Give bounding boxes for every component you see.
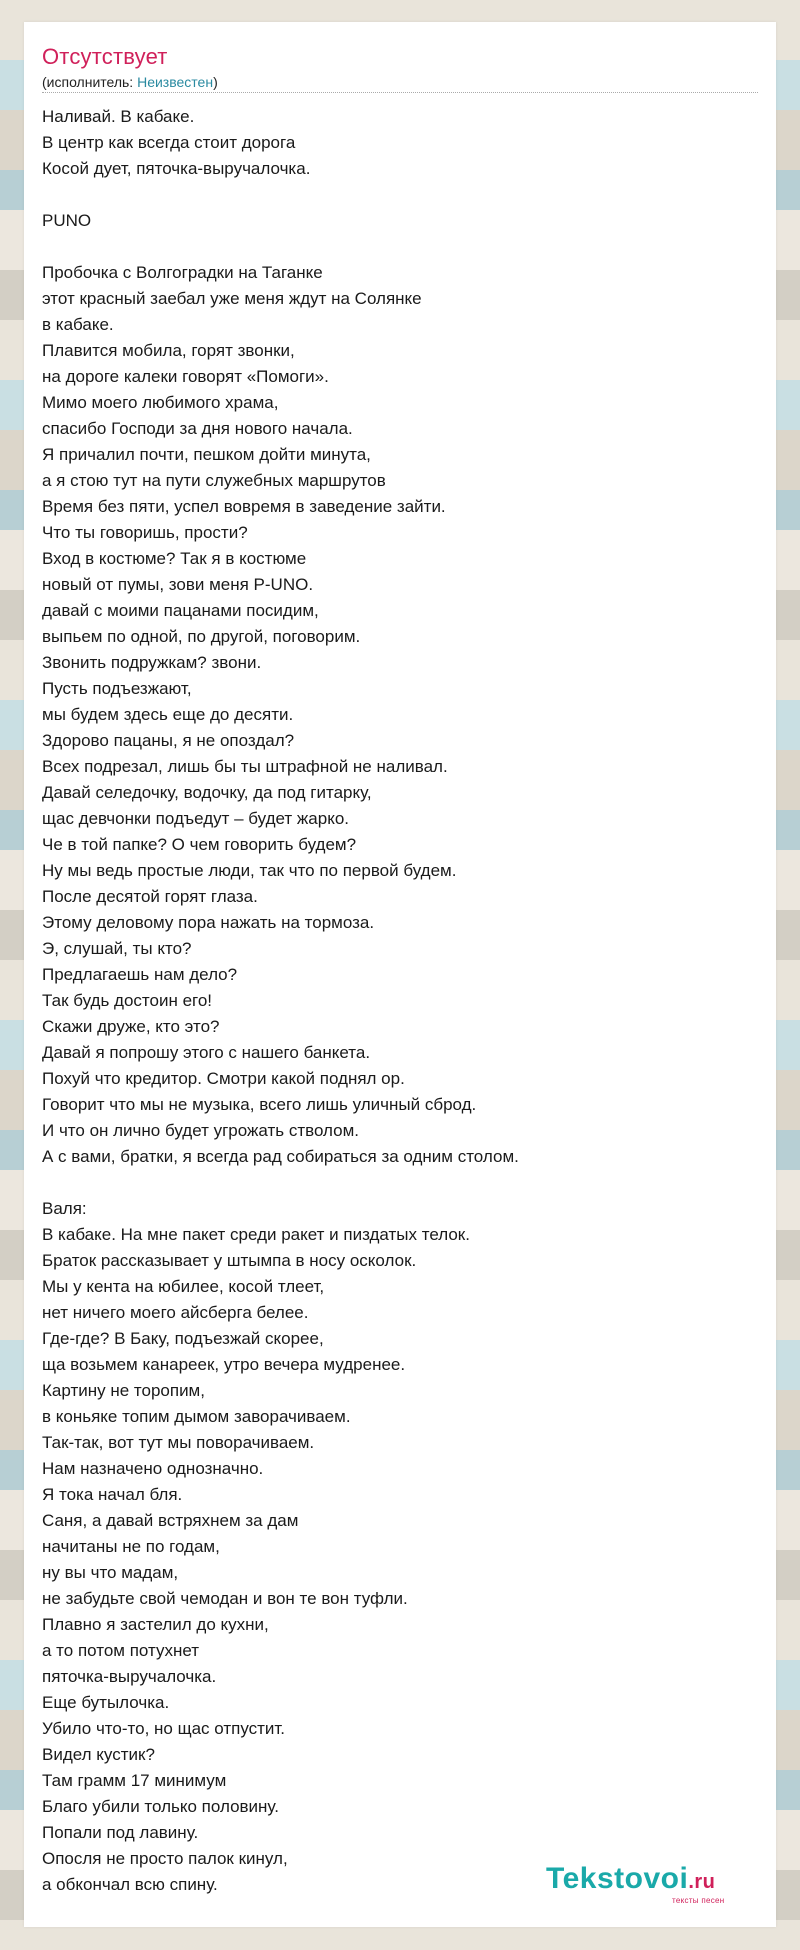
lyric-line: Браток рассказывает у штымпа в носу осколок. <box>42 1251 417 1270</box>
lyric-line <box>42 1170 742 1196</box>
artist-link[interactable]: Неизвестен <box>137 74 214 90</box>
lyric-line: этот красный заебал уже меня ждут на Солянке <box>42 289 422 308</box>
lyric-line: Ну мы ведь простые люди, так что по первой будем. <box>42 861 457 880</box>
lyric-line: Попали под лавину. <box>42 1823 199 1842</box>
lyric-line: Так-так, вот тут мы поворачиваем. <box>42 1433 315 1452</box>
lyric-line: Всех подрезал, лишь бы ты штрафной не наливал. <box>42 757 448 776</box>
lyric-line: щас девчонки подъедут – будет жарко. <box>42 809 350 828</box>
song-title: Отсутствует <box>42 44 168 69</box>
lyric-line: Плавится мобила, горят звонки, <box>42 341 295 360</box>
site-logo[interactable] <box>546 1862 715 1896</box>
lyric-line: Говорит что мы не музыка, всего лишь уличный сброд. <box>42 1095 477 1114</box>
lyric-line: Вход в костюме? Так я в костюме <box>42 549 307 568</box>
lyric-line: Этому деловому пора нажать на тормоза. <box>42 913 375 932</box>
lyric-line: Э, слушай, ты кто? <box>42 939 192 958</box>
lyric-line: Видел кустик? <box>42 1745 155 1764</box>
lyric-line: Звонить подружкам? звони. <box>42 653 262 672</box>
lyric-line: не забудьте свой чемодан и вон те вон туфли. <box>42 1589 408 1608</box>
lyric-line: нет ничего моего айсберга белее. <box>42 1303 309 1322</box>
lyric-line: В кабаке. На мне пакет среди ракет и пиздатых телок. <box>42 1225 470 1244</box>
lyric-line: Наливай. В кабаке. <box>42 107 195 126</box>
lyric-line: Здорово пацаны, я не опоздал? <box>42 731 295 750</box>
lyric-line: Я тока начал бля. <box>42 1485 183 1504</box>
lyric-line: Валя: <box>42 1199 87 1218</box>
lyric-line: ну вы что мадам, <box>42 1563 179 1582</box>
lyric-line <box>42 182 742 208</box>
lyric-line <box>42 234 742 260</box>
lyric-line: Давай селедочку, водочку, да под гитарку, <box>42 783 372 802</box>
lyric-line: После десятой горят глаза. <box>42 887 258 906</box>
lyric-line: на дороге калеки говорят «Помоги». <box>42 367 329 386</box>
lyric-line: давай с моими пацанами посидим, <box>42 601 319 620</box>
lyrics-card <box>24 22 776 1927</box>
lyric-line: Там грамм 17 минимум <box>42 1771 227 1790</box>
lyric-line: Картину не торопим, <box>42 1381 205 1400</box>
lyric-line: Предлагаешь нам дело? <box>42 965 238 984</box>
artist-line <box>42 74 218 90</box>
lyric-line: Убило что-то, но щас отпустит. <box>42 1719 286 1738</box>
lyric-line: Опосля не просто палок кинул, <box>42 1849 288 1868</box>
lyric-line: Пусть подъезжают, <box>42 679 192 698</box>
lyric-line: выпьем по одной, по другой, поговорим. <box>42 627 361 646</box>
lyric-line: Где-где? В Баку, подъезжай скорее, <box>42 1329 324 1348</box>
logo-text: Tekstovoi <box>546 1862 689 1895</box>
lyric-line: новый от пумы, зови меня P-UNO. <box>42 575 314 594</box>
lyric-line: Нам назначено однозначно. <box>42 1459 264 1478</box>
lyric-line: В центр как всегда стоит дорога <box>42 133 296 152</box>
lyric-line: Похуй что кредитор. Смотри какой поднял ор. <box>42 1069 405 1088</box>
lyric-line: Еще бутылочка. <box>42 1693 170 1712</box>
lyric-line: спасибо Господи за дня нового начала. <box>42 419 353 438</box>
lyric-line: Так будь достоин его! <box>42 991 213 1010</box>
lyric-line: Давай я попрошу этого с нашего банкета. <box>42 1043 371 1062</box>
lyric-line: И что он лично будет угрожать стволом. <box>42 1121 360 1140</box>
lyric-line: Че в той папке? О чем говорить будем? <box>42 835 357 854</box>
lyric-line: Я причалил почти, пешком дойти минута, <box>42 445 371 464</box>
lyric-line: ща возьмем канареек, утро вечера мудренее. <box>42 1355 406 1374</box>
dotted-divider <box>42 92 758 93</box>
artist-prefix: (исполнитель: <box>42 74 138 90</box>
lyric-line: начитаны не по годам, <box>42 1537 220 1556</box>
lyrics-text <box>42 104 742 1898</box>
lyric-line: а я стою тут на пути служебных маршрутов <box>42 471 386 490</box>
lyric-line: Что ты говоришь, прости? <box>42 523 248 542</box>
logo-tagline: тексты песен <box>672 1896 725 1905</box>
lyric-line: Саня, а давай встряхнем за дам <box>42 1511 299 1530</box>
lyric-line: Скажи друже, кто это? <box>42 1017 220 1036</box>
lyric-line: Мы у кента на юбилее, косой тлеет, <box>42 1277 325 1296</box>
artist-suffix: ) <box>213 74 218 90</box>
lyric-line: Плавно я застелил до кухни, <box>42 1615 269 1634</box>
lyric-line: PUNO <box>42 211 92 230</box>
lyric-line: а то потом потухнет <box>42 1641 200 1660</box>
lyric-line: а обкончал всю спину. <box>42 1875 218 1894</box>
lyric-line: Косой дует, пяточка-выручалочка. <box>42 159 311 178</box>
lyric-line: мы будем здесь еще до десяти. <box>42 705 294 724</box>
lyric-line: в кабаке. <box>42 315 114 334</box>
lyric-line: А с вами, братки, я всегда рад собираться за одним столом. <box>42 1147 519 1166</box>
lyric-line: в коньяке топим дымом заворачиваем. <box>42 1407 351 1426</box>
lyric-line: Пробочка с Волгоградки на Таганке <box>42 263 323 282</box>
lyric-line: Время без пяти, успел вовремя в заведение зайти. <box>42 497 446 516</box>
lyric-line: пяточка-выручалочка. <box>42 1667 217 1686</box>
logo-domain: .ru <box>688 1871 716 1893</box>
lyric-line: Мимо моего любимого храма, <box>42 393 279 412</box>
lyric-line: Благо убили только половину. <box>42 1797 279 1816</box>
